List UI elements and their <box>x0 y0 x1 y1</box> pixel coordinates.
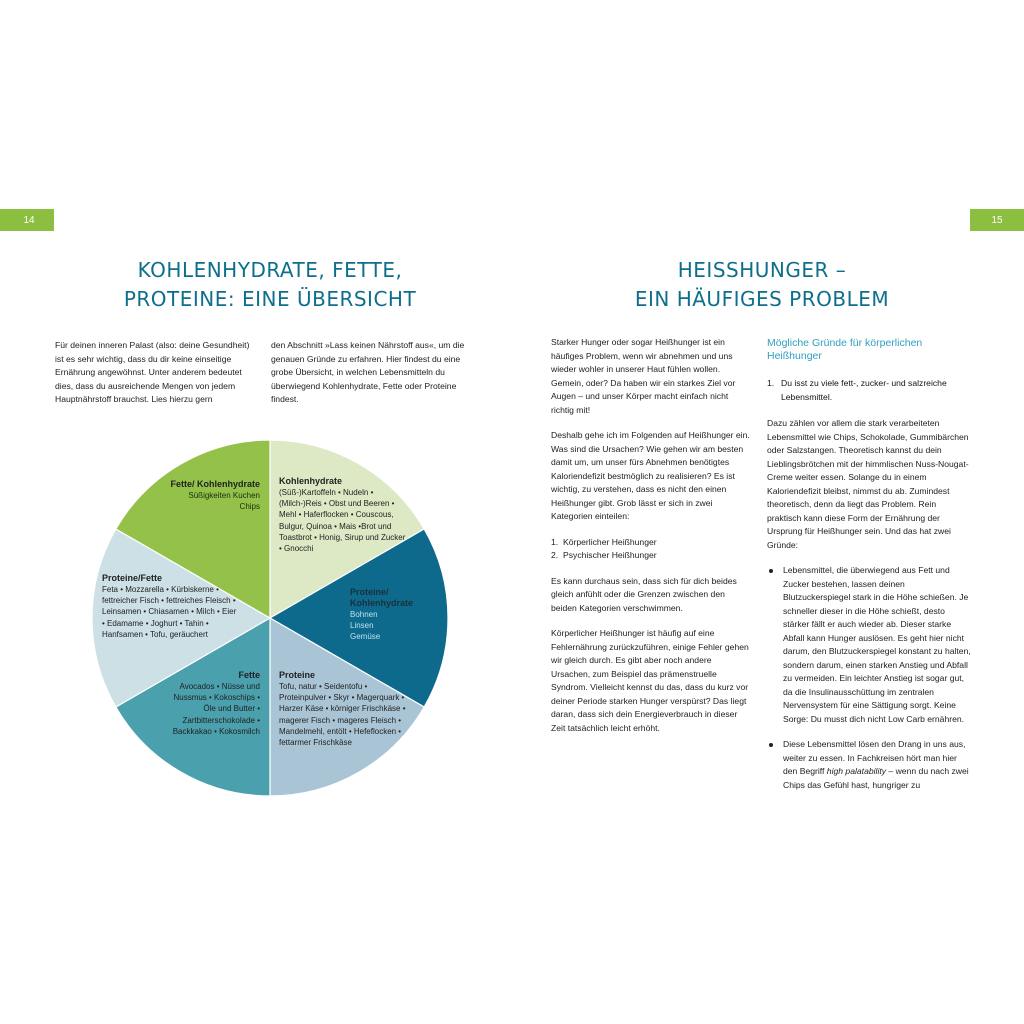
reason-number: 1. <box>767 378 775 388</box>
list-text: Körperlicher Heißhunger <box>563 536 657 547</box>
category-list <box>551 536 751 563</box>
paragraph: Es kann durchaus sein, dass sich für dich beides gleich anfühlt oder die Grenzen zwischen den beiden Kategorien verschwimmen. <box>551 575 737 613</box>
section-subheading: Mögliche Gründe für körperlichen Heißhunger <box>767 337 923 362</box>
segment-title: Fette/ Kohlenhydrate <box>170 479 260 489</box>
left-heading-line-1: KOHLENHYDRATE, FETTE, <box>137 258 403 282</box>
segment-items: Bohnen Linsen Gemüse <box>350 610 381 642</box>
segment-kohlenhydrate <box>279 476 407 554</box>
page-number-left: 14 <box>0 209 54 231</box>
nutrient-pie-diagram <box>92 433 452 803</box>
left-page-heading <box>60 256 480 314</box>
list-item <box>551 549 751 563</box>
right-text-col-2 <box>767 337 972 804</box>
segment-title: Proteine/Fette <box>102 573 163 583</box>
left-intro-col-2 <box>271 339 471 419</box>
right-text-col-1 <box>551 336 751 747</box>
segment-items: (Süß-)Kartoffeln • Nudeln • (Milch-)Reis • Obst und Beeren • Mehl • Haferflocken • Couscous, Bulgur, Quinoa • Mais •Brot und Toastbrot • Honig, Sirup und Zucker • Gnocchi <box>279 488 406 554</box>
segment-title: Proteine <box>279 670 316 680</box>
segment-proteine-fette <box>102 573 240 640</box>
bullet-item <box>767 738 972 792</box>
right-heading-line-1: HEISSHUNGER – <box>677 258 847 282</box>
segment-items: Feta • Mozzarella • Kürbiskerne • fettreicher Fisch • fettreiches Fleisch • Leinsamen • Chiasamen • Milch • Eier • Edamame • Joghurt • Tahin • Hanfsamen • Tofu, geräuchert <box>102 585 237 639</box>
list-number: 2. <box>551 550 559 560</box>
segment-title: Kohlenhydrate <box>279 476 343 486</box>
reason-title <box>767 377 972 404</box>
paragraph: Körperlicher Heißhunger ist häufig auf eine Fehlernährung zurückzuführen, einige Fehler gehen wir gleich durch. Es gibt aber noch andere Ursachen, zum Beispiel das prämenstruelle Syndrom. Vielleicht kennst du das, dass du kurz vor deiner Periode starken Hunger verspürst? Das liegt daran, dass sich dein Energieverbrauch in dieser Zeit tatsächlich leicht erhöht. <box>551 628 749 733</box>
segment-items: Tofu, natur • Seidentofu • Proteinpulver • Skyr • Magerquark • Harzer Käse • körniger Frischkäse • magerer Fisch • mageres Fleisch • Mandelmehl, entölt • Hefeflocken • fettarmer Frischkäse <box>279 682 406 748</box>
reason-bullets <box>767 564 972 792</box>
intro-text-1: Für deinen inneren Palast (also: deine Gesundheit) ist es sehr wichtig, dass du dir keine einseitige Ernährung angewöhnst. Unter anderem bedeutet dies, dass du ausreichende Mengen von jedem Hauptnährstoff brauchst. Lies hierzu gern <box>55 340 250 404</box>
paragraph: Deshalb gehe ich im Folgenden auf Heißhunger ein. Was sind die Ursachen? Wie gehen wir am besten damit um, um unser fürs Abnehmen benötigtes Kaloriendefizit bestmöglich zu realisieren? Es ist wichtig, zu verstehen, dass es nicht den einen Heißhunger gibt. Grob lässt er sich in zwei Kategorien einteilen: <box>551 430 750 521</box>
paragraph: Starker Hunger oder sogar Heißhunger ist ein häufiges Problem, wenn wir abnehmen und uns wieder wohler in unserer Haut fühlen wollen. Gemein, oder? Da haben wir ein starkes Ziel vor Augen – und unser Körper macht einfach nicht richtig mit! <box>551 337 736 415</box>
bullet-item: Lebensmittel, die überwiegend aus Fett und Zucker bestehen, lassen deinen Blutzuckerspiegel stark in die Höhe schießen. Je schneller dieser in die Höhe schießt, desto stärker fällt er auch wieder ab. Dieser starke Abfall kann Hunger auslösen. Es geht hier nicht darum, den Blutzuckerspiegel konstant zu halten, sondern darum, einen starken Anstieg und Abfall zu vermeiden. Ein leichter Anstieg ist sogar gut, da die Insulinausschüttung im zentralen Nervensystem für eine Sättigung sorgt. Keine Sorge: Du musst dich nicht Low Carb ernähren. <box>767 564 972 726</box>
bullet-text: Diese Lebensmittel lösen den Drang in uns aus, weiter zu essen. In Fachkreisen hört man hier den Begriff <box>783 739 966 776</box>
bullet-text: – wenn du nach zwei Chips das Gefühl hast, hungriger zu <box>783 766 969 790</box>
list-text: Psychischer Heißhunger <box>563 550 657 560</box>
segment-items: Avocados • Nüsse und Nussmus • Kokoschips • Öle und Butter • Zartbitterschokolade • Backkakao • Kokosmilch <box>172 682 260 736</box>
segment-proteine <box>279 670 411 748</box>
intro-text-2: den Abschnitt »Lass keinen Nährstoff aus«, um die genauen Gründe zu erfahren. Hier findest du eine grobe Übersicht, in welchen Lebensmitteln du überwiegend Kohlenhydrate, Fette oder Proteine findest. <box>271 340 465 404</box>
right-heading-line-2: EIN HÄUFIGES PROBLEM <box>634 287 890 311</box>
list-number: 1. <box>551 536 559 547</box>
left-intro-col-1 <box>55 339 258 419</box>
segment-fette-kohlenhydrate <box>132 479 260 512</box>
segment-title: Proteine/ Kohlenhydrate <box>350 587 414 608</box>
left-heading-line-2: PROTEINE: EINE ÜBERSICHT <box>123 287 417 311</box>
paragraph: Dazu zählen vor allem die stark verarbeiteten Lebensmittel wie Chips, Schokolade, Gummibärchen oder Salzstangen. Theoretisch kannst du dein Lieblingsbrötchen mit der himmlischen Nuss-Nougat-Creme weiter essen. Solange du in einem Kaloriendefizit bleibst, nimmst du ab. Zumindest theoretisch, denn da liegt das Problem. Rein praktisch kann diese Form der Ernährung der Ursprung für Heißhunger sein. Und das hat zwei Gründe: <box>767 418 969 550</box>
segment-title: Fette <box>238 670 260 680</box>
segment-fette <box>168 670 260 737</box>
segment-items: Süßigkeiten Kuchen Chips <box>188 491 260 512</box>
list-item <box>551 536 751 550</box>
right-page-heading <box>552 256 972 314</box>
bullet-emphasis: high palatability <box>826 766 887 776</box>
page-number-right: 15 <box>970 209 1024 231</box>
segment-proteine-kohlenhydrate <box>350 587 442 643</box>
reason-text: Du isst zu viele fett-, zucker- und salzreiche Lebensmittel. <box>781 378 947 402</box>
